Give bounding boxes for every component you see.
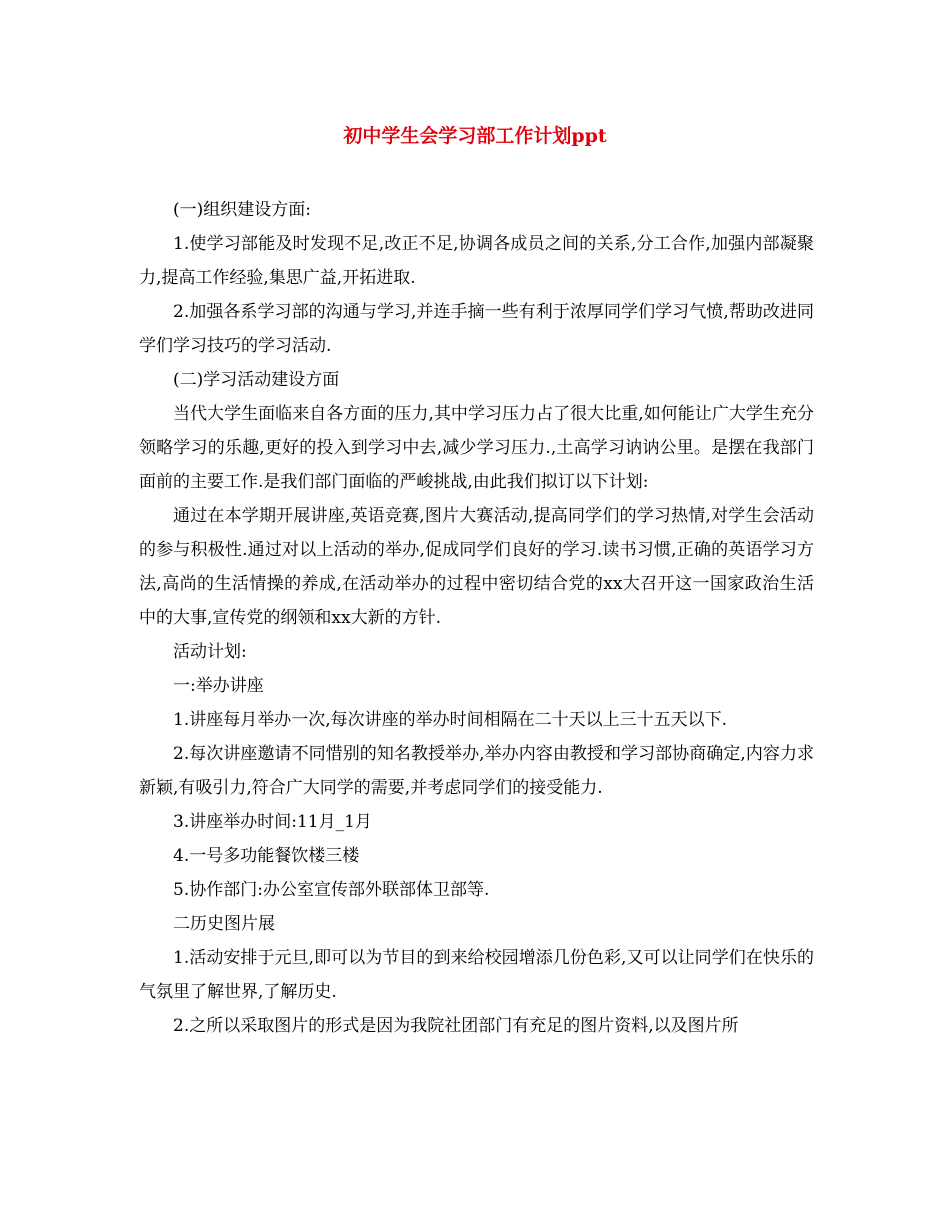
paragraph: 一:举办讲座 xyxy=(173,676,264,696)
paragraph: 1.活动安排于元旦,即可以为节目的到来给校园增添几份色彩,又可以让同学们在快乐的气氛里了解世界,了解历史. xyxy=(139,948,814,1002)
paragraph: 4.一号多功能餐饮楼三楼 xyxy=(173,846,360,866)
paragraph: 当代大学生面临来自各方面的压力,其中学习压力占了很大比重,如何能让广大学生充分领略学习的乐趣,更好的投入到学习中去,减少学习压力.,土高学习讷讷公里。是摆在我部门面前的主要工作.是我们部门面临的严峻挑战,由此我们拟订以下计划: xyxy=(139,404,814,492)
paragraph: 1.使学习部能及时发现不足,改正不足,协调各成员之间的关系,分工合作,加强内部凝聚力,提高工作经验,集思广益,开拓进取. xyxy=(139,234,814,288)
document-title: 初中学生会学习部工作计划ppt xyxy=(343,125,607,147)
paragraph: 2.每次讲座邀请不同惜别的知名教授举办,举办内容由教授和学习部协商确定,内容力求新颖,有吸引力,符合广大同学的需要,并考虑同学们的接受能力. xyxy=(139,744,814,798)
paragraph: 活动计划: xyxy=(173,642,247,662)
paragraph: 二历史图片展 xyxy=(173,914,275,934)
paragraph: 2.加强各系学习部的沟通与学习,并连手摘一些有利于浓厚同学们学习气愤,帮助改进同学们学习技巧的学习活动. xyxy=(139,302,814,356)
document-body xyxy=(139,193,814,1043)
paragraph: 3.讲座举办时间:11月_1月 xyxy=(173,812,372,832)
paragraph: 2.之所以采取图片的形式是因为我院社团部门有充足的图片资料,以及图片所 xyxy=(173,1016,739,1036)
paragraph: 1.讲座每月举办一次,每次讲座的举办时间相隔在二十天以上三十五天以下. xyxy=(173,710,728,730)
paragraph: (二)学习活动建设方面 xyxy=(173,370,340,390)
paragraph: 通过在本学期开展讲座,英语竞赛,图片大赛活动,提高同学们的学习热情,对学生会活动的参与积极性.通过对以上活动的举办,促成同学们良好的学习.读书习惯,正确的英语学习方法,高尚的生活情操的养成,在活动举办的过程中密切结合党的xx大召开这一国家政治生活中的大事,宣传党的纲领和xx大新的方针. xyxy=(139,506,814,628)
paragraph: 5.协作部门:办公室宣传部外联部体卫部等. xyxy=(173,880,490,900)
paragraph: (一)组织建设方面: xyxy=(173,200,311,220)
